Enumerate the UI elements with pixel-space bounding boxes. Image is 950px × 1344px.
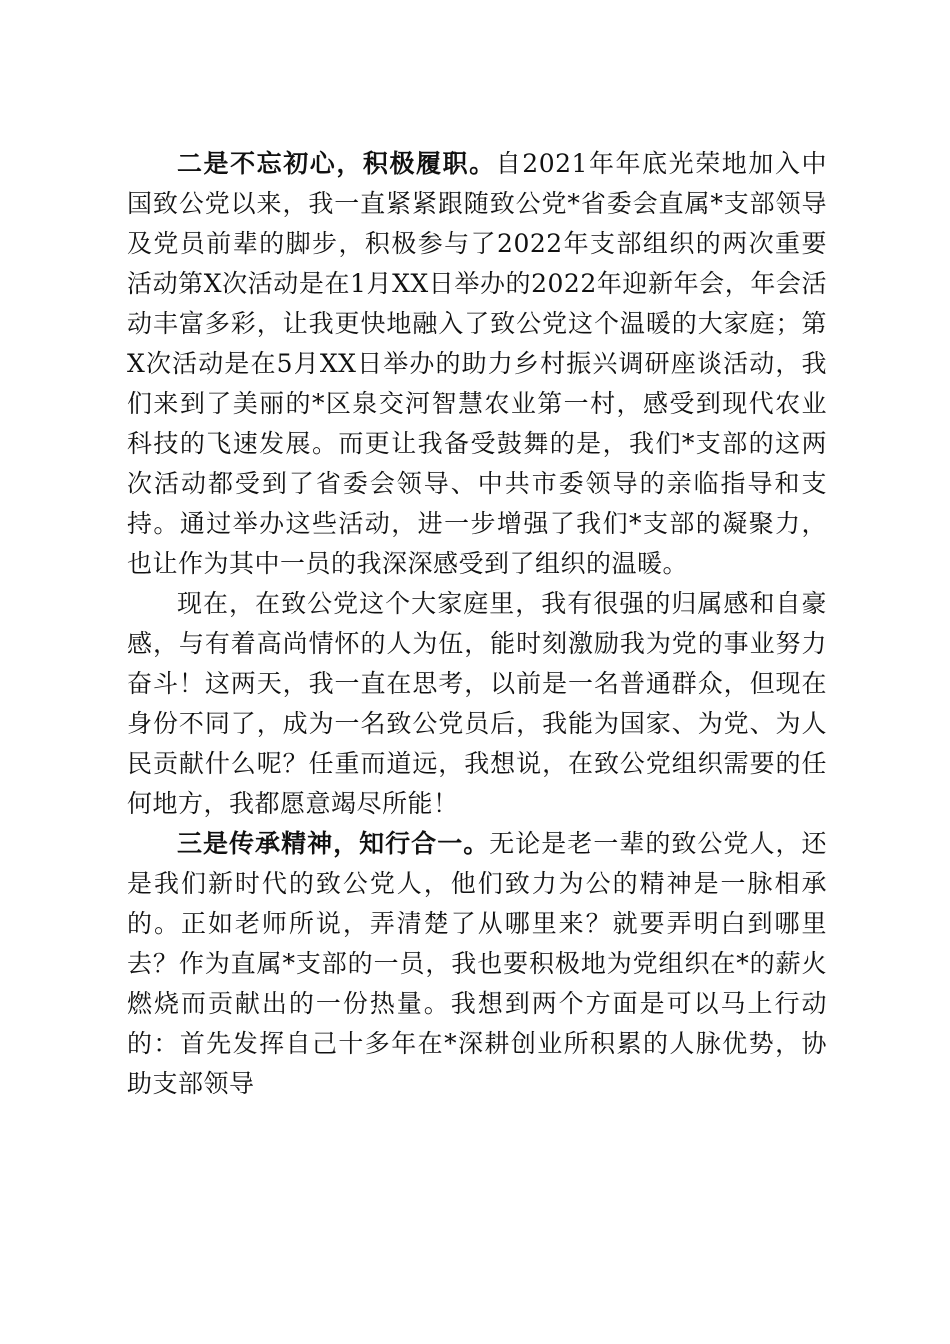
paragraph-3-text: 无论是老一辈的致公党人，还是我们新时代的致公党人，他们致力为公的精神是一脉相承的。正如老师所说，弄清楚了从哪里来？就要弄明白到哪里去？作为直属*支部的一员，我也要积极地为党组织在*的薪火燃烧而贡献出的一份热量。我想到两个方面是可以马上行动的：首先发挥自己十多年在*深耕创业所积累的人脉优势，协助支部领导 — [127, 829, 827, 1098]
paragraph-3-heading: 三是传承精神，知行合一。 — [177, 829, 490, 858]
paragraph-1-heading: 二是不忘初心，积极履职。 — [177, 149, 496, 178]
paragraph-1-text: 自2021年年底光荣地加入中国致公党以来，我一直紧紧跟随致公党*省委会直属*支部领导及党员前辈的脚步，积极参与了2022年支部组织的两次重要活动第X次活动是在1月XX日举办的2022年迎新年会，年会活动丰富多彩，让我更快地融入了致公党这个温暖的大家庭；第X次活动是在5月XX日举办的助力乡村振兴调研座谈活动，我们来到了美丽的*区泉交河智慧农业第一村，感受到现代农业科技的飞速发展。而更让我备受鼓舞的是，我们*支部的这两次活动都受到了省委会领导、中共市委领导的亲临指导和支持。通过举办这些活动，进一步增强了我们*支部的凝聚力，也让作为其中一员的我深深感受到了组织的温暖。 — [127, 149, 827, 578]
paragraph-2-text: 现在，在致公党这个大家庭里，我有很强的归属感和自豪感，与有着高尚情怀的人为伍，能时刻激励我为党的事业努力奋斗！这两天，我一直在思考，以前是一名普通群众，但现在身份不同了，成为一名致公党员后，我能为国家、为党、为人民贡献什么呢？任重而道远，我想说，在致公党组织需要的任何地方，我都愿意竭尽所能！ — [127, 589, 827, 818]
paragraph-2 — [127, 584, 827, 824]
paragraph-3 — [127, 824, 827, 1104]
paragraph-1 — [127, 144, 827, 584]
document-body — [127, 144, 827, 1104]
